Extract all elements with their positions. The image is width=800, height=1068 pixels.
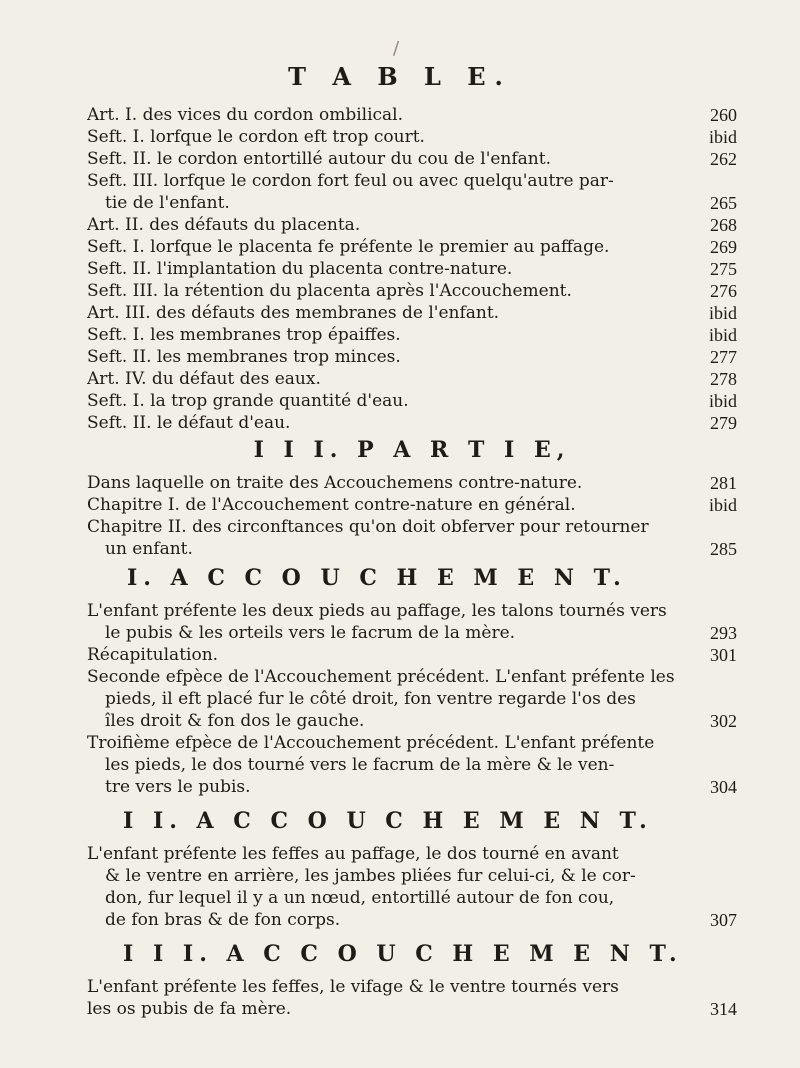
entry-page: 276	[710, 281, 737, 301]
entry-text: Chapitre II. des circonftances qu'on doit obferver pour retourner	[87, 517, 649, 537]
entry-text: Art. II. des défauts du placenta.	[87, 215, 361, 235]
entry-page: ibid	[708, 325, 737, 345]
entry-page: 275	[710, 259, 737, 279]
entry-text: don, fur lequel il y a un nœud, entortillé autour de fon cou,	[105, 888, 615, 908]
entry-text: Art. IV. du défaut des eaux.	[87, 369, 321, 389]
entry-page: 279	[710, 413, 737, 433]
accouchement-2-heading: I I. A C C O U C H E M E N T.	[123, 808, 653, 834]
entry-page: 293	[710, 623, 737, 643]
entry-page: 285	[710, 539, 737, 559]
entry-text: le pubis & les orteils vers le facrum de la mère.	[105, 623, 516, 643]
entry-text: Seconde efpèce de l'Accouchement précédent. L'enfant préfente les	[87, 667, 675, 687]
entry-page: ibid	[708, 391, 737, 411]
entry-page: 265	[710, 193, 737, 213]
entry-page: 314	[710, 999, 737, 1019]
entry-page: 262	[710, 149, 737, 169]
entry-text: Seft. II. le défaut d'eau.	[87, 413, 291, 433]
entry-text: Dans laquelle on traite des Accouchemens contre-nature.	[87, 473, 583, 493]
entry-text: un enfant.	[105, 539, 193, 559]
entry-page: 278	[710, 369, 737, 389]
entry-text: de fon bras & de fon corps.	[105, 910, 341, 930]
accouchement-3-heading: I I I. A C C O U C H E M E N T.	[123, 941, 683, 967]
entry-page: 281	[710, 473, 737, 493]
entry-text: L'enfant préfente les deux pieds au paffage, les talons tournés vers	[87, 601, 667, 621]
entry-page: 302	[710, 711, 737, 731]
top-mark: /	[393, 38, 400, 59]
entry-text: Art. III. des défauts des membranes de l'enfant.	[87, 303, 500, 323]
entry-text: Seft. II. les membranes trop minces.	[87, 347, 401, 367]
entry-text: Seft. III. la rétention du placenta après l'Accouchement.	[87, 281, 572, 301]
entry-text: les os pubis de fa mère.	[87, 999, 292, 1019]
entry-text: Seft. I. les membranes trop épaiffes.	[87, 325, 401, 345]
entry-text: Seft. I. la trop grande quantité d'eau.	[87, 391, 409, 411]
entry-page: 277	[710, 347, 737, 367]
entry-text: îles droit & fon dos le gauche.	[105, 711, 365, 731]
entry-page: 269	[710, 237, 737, 257]
entry-text: L'enfant préfente les feffes, le vifage & le ventre tournés vers	[87, 977, 619, 997]
entry-page: 304	[710, 777, 737, 797]
entry-page: 301	[710, 645, 737, 665]
entry-text: Chapitre I. de l'Accouchement contre-nature en général.	[87, 495, 576, 515]
entry-text: les pieds, le dos tourné vers le facrum de la mère & le ven-	[105, 755, 615, 775]
entry-text: tie de l'enfant.	[105, 193, 230, 213]
entry-text: Troifième efpèce de l'Accouchement précédent. L'enfant préfente	[87, 733, 655, 753]
entry-text: Seft. II. le cordon entortillé autour du cou de l'enfant.	[87, 149, 551, 169]
entry-text: Seft. II. l'implantation du placenta contre-nature.	[87, 259, 513, 279]
entry-page: ibid	[708, 303, 737, 323]
entry-page: 307	[710, 910, 737, 930]
entry-text: L'enfant préfente les feffes au paffage, le dos tourné en avant	[87, 844, 619, 864]
entry-text: Art. I. des vices du cordon ombilical.	[87, 105, 404, 125]
entry-page: 260	[710, 105, 737, 125]
entry-text: Seft. I. lorfque le cordon eft trop court.	[87, 127, 425, 147]
accouchement-1-heading: I. A C C O U C H E M E N T.	[127, 565, 627, 591]
entry-text: Seft. I. lorfque le placenta fe préfente le premier au paffage.	[87, 237, 610, 257]
entry-text: & le ventre en arrière, les jambes pliées fur celui-ci, & le cor-	[105, 866, 636, 886]
entry-text: Seft. III. lorfque le cordon fort feul ou avec quelqu'autre par-	[87, 171, 614, 191]
page-title: T A B L E.	[288, 62, 512, 91]
entry-text: pieds, il eft placé fur le côté droit, fon ventre regarde l'os des	[105, 689, 636, 709]
partie-heading: I I I. P A R T I E,	[253, 437, 571, 463]
entry-page: ibid	[708, 127, 737, 147]
entry-page: 268	[710, 215, 737, 235]
entry-text: Récapitulation.	[87, 645, 219, 665]
entry-text: tre vers le pubis.	[105, 777, 251, 797]
entry-page: ibid	[708, 495, 737, 515]
